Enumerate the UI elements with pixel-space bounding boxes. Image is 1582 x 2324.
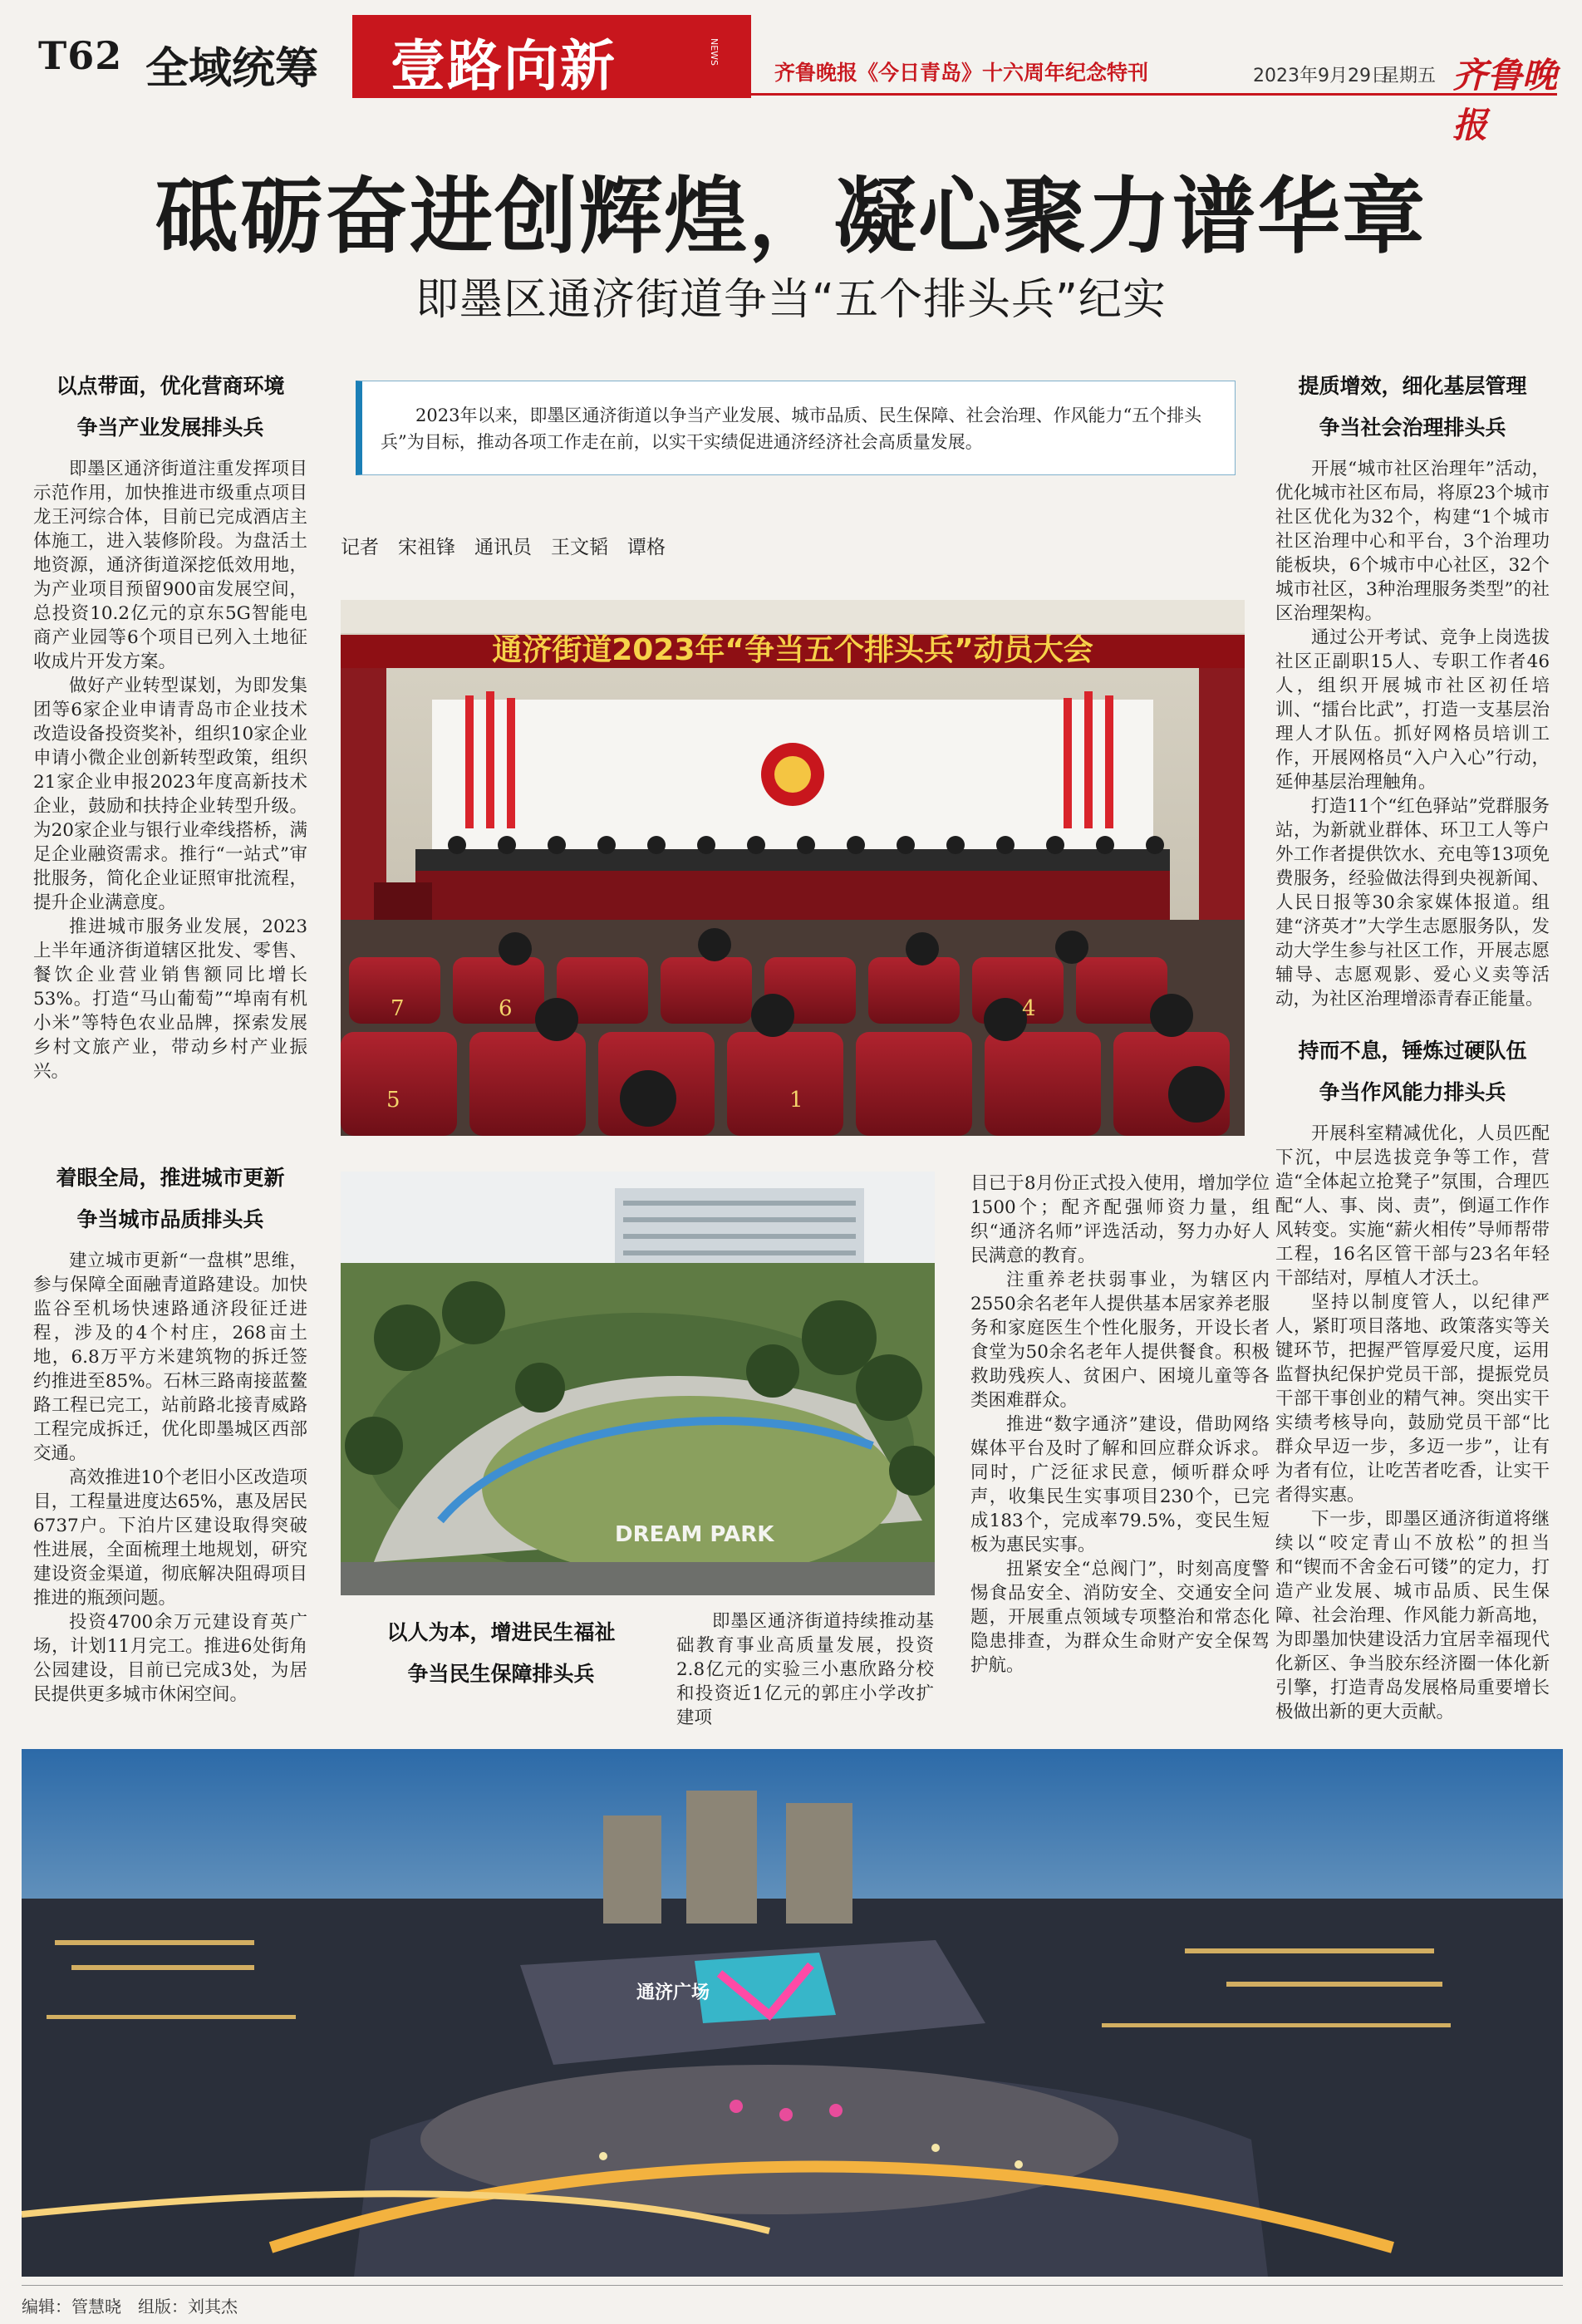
issue-date: 2023年9月29日 [1253, 66, 1389, 86]
column-city [33, 1157, 307, 1707]
paragraph: 投资4700余万元建设育英广场，计划11月完工。推进6处街角公园建设，目前已完成3处，为居民提供更多城市休闲空间。 [33, 1612, 307, 1705]
sub-headline: 即墨区通济街道争当“五个排头兵”纪实 [415, 275, 1167, 325]
seat-number: 7 [391, 996, 405, 1021]
newspaper-logo: 齐鲁晚报 [1452, 55, 1558, 145]
section-heading: 以人为本，增进民生福祉 [386, 1620, 616, 1644]
paragraph: 坚持以制度管人，以纪律严人，紧盯项目落地、政策落实等关键环节，把握严管厚爱尺度，运用监督执纪保护党员干部，提振党员干部干事创业的精气神。突出实干实绩考核导向，鼓励党员干部“比群众早迈一步，多迈一步”，让有为者有位，让吃苦者吃香，让实干者得实惠。 [1275, 1292, 1550, 1506]
page-number: T62 [38, 33, 123, 78]
section-heading: 着眼全局，推进城市更新 [56, 1166, 285, 1190]
meeting-photo [341, 600, 1245, 1136]
banner-en-label: NEWS [709, 38, 720, 66]
paragraph: 即墨区通济街道注重发挥项目示范作用，加快推进市级重点项目龙王河综合体，目前已完成酒店主体施工，进入装修阶段。为盘活土地资源，通济街道深挖低效用地，为产业项目预留900亩发展空间，总投资10.2亿元的京东5G智能电商产业园等6个项目已列入土地征收成片开发方案。 [33, 459, 307, 672]
byline: 记者 宋祖锋 通讯员 王文韬 谭格 [341, 537, 666, 558]
paragraph: 开展“城市社区治理年”活动，优化城市社区布局，将原23个城市社区优化为32个，构建“1个城市社区治理中心和平台，3个治理功能板块，6个城市中心社区，32个城市社区，3种治理服务类型”的社区治理架构。 [1275, 459, 1550, 624]
column-style [1275, 1030, 1550, 1724]
paragraph: 推进“数字通济”建设，借助网络媒体平台及时了解和回应群众诉求。同时，广泛征求民意，倾听群众呼声，收集民生实事项目230个，已完成183个，完成率79.5%，变民生短板为惠民实事。 [970, 1414, 1270, 1555]
paragraph: 打造11个“红色驿站”党群服务站，为新就业群体、环卫工人等户外工作者提供饮水、充电等13项免费服务，经验做法得到央视新闻、人民日报等30余家媒体报道。组建“济英才”大学生志愿服务队，发动大学生参与社区工作，开展志愿辅导、志愿观影、爱心义卖等活动，为社区治理增添青春正能量。 [1275, 796, 1550, 1010]
park-photo [341, 1172, 935, 1595]
paragraph: 建立城市更新“一盘棋”思维，参与保障全面融青道路建设。加快监谷至机场快速路通济段征迁进程，涉及的4个村庄，268亩土地，6.8万平方米建筑物的拆迁签约推进至85%。石林三路南接蓝鳌路工程已完工，站前路北接青威路工程完成拆迁，优化即墨城区西部交通。 [33, 1250, 307, 1464]
editor-credit: 编辑：管慧晓 组版：刘其杰 [22, 2297, 238, 2317]
column-industry [33, 366, 307, 1083]
lead-paragraph: 2023年以来，即墨区通济街道以争当产业发展、城市品质、民生保障、社会治理、作风能力“五个排头兵”为目标，推动各项工作走在前，以实干实绩促进通济经济社会高质量发展。 [381, 405, 1202, 452]
mall-sign: 通济广场 [636, 1983, 710, 2003]
hall-banner-text: 通济街道2023年“争当五个排头兵”动员大会 [492, 633, 1093, 667]
park-sign: DREAM PARK [615, 1522, 774, 1547]
city-night-photo [22, 1749, 1563, 2277]
section-name: 全域统筹 [145, 43, 319, 94]
column-livelihood-a [676, 1609, 934, 1730]
seat-number: 5 [386, 1088, 400, 1113]
section-subheading: 争当产业发展排头兵 [76, 415, 264, 440]
seat-number: 1 [789, 1088, 803, 1113]
paragraph: 即墨区通济街道持续推动基础教育事业高质量发展，投资2.8亿元的实验三小惠欣路分校和投资近1亿元的郭庄小学改扩建项 [676, 1611, 934, 1728]
seat-number: 6 [499, 996, 513, 1021]
meeting-photo-illustration [341, 600, 1245, 1136]
paragraph: 通过公开考试、竞争上岗选拔社区正副职15人、专职工作者46人，组织开展城市社区初任培训、“擂台比武”，打造一支基层治理人才队伍。抓好网格员培训工作，开展网格员“入户入心”行动，延伸基层治理触角。 [1275, 627, 1550, 793]
paragraph: 下一步，即墨区通济街道将继续以“咬定青山不放松”的担当和“锲而不舍金石可镂”的定力，打造产业发展、城市品质、民生保障、社会治理、作风能力新高地，为即墨加快建设活力宜居幸福现代化新区、争当胶东经济圈一体化新引擎，打造青岛发展格局重要增长极做出新的更大贡献。 [1275, 1509, 1550, 1722]
paragraph: 推进城市服务业发展，2023上半年通济街道辖区批发、零售、餐饮企业营业销售额同比增长53%。打造“马山葡萄”“埠南有机小米”等特色农业品牌，探索发展乡村文旅产业，带动乡村产业振兴。 [33, 916, 307, 1082]
special-issue-label: 齐鲁晚报《今日青岛》十六周年纪念特刊 [774, 61, 1149, 85]
section-subheading: 争当作风能力排头兵 [1319, 1080, 1506, 1104]
section-heading: 以点带面，优化营商环境 [56, 374, 285, 398]
banner-title: 壹路向新 [391, 34, 617, 98]
paragraph: 目已于8月份正式投入使用，增加学位1500个；配齐配强师资力量，组织“通济名师”评选活动，努力办好人民满意的教育。 [970, 1173, 1270, 1266]
paragraph: 扭紧安全“总阀门”，时刻高度警惕食品安全、消防安全、交通安全问题，开展重点领域专项整治和常态化隐患排查，为群众生命财产安全保驾护航。 [970, 1559, 1270, 1676]
paragraph: 注重养老扶弱事业，为辖区内2550余名老年人提供基本居家养老服务和家庭医生个性化服务，开设长者食堂为50余名老年人提供餐食。积极救助残疾人、贫困户、困境儿童等各类困难群众。 [970, 1270, 1270, 1411]
column-livelihood-b [970, 1172, 1270, 1678]
footer-divider [22, 2285, 1563, 2286]
column-livelihood-heading [347, 1612, 655, 1695]
header-divider [751, 93, 1557, 96]
section-heading: 持而不息，锤炼过硬队伍 [1298, 1039, 1527, 1063]
section-heading: 提质增效，细化基层管理 [1298, 374, 1527, 398]
paragraph: 做好产业转型谋划，为即发集团等6家企业申请青岛市企业技术改造设备投资奖补，组织10家企业申请小微企业创新转型政策，组织21家企业申报2023年度高新技术企业，鼓励和扶持企业转型升级。为20家企业与银行业牵线搭桥，满足企业融资需求。推行“一站式”审批服务，简化企业证照审批流程，提升企业满意度。 [33, 676, 307, 913]
main-headline: 砥砺奋进创辉煌，凝心聚力谱华章 [155, 167, 1427, 265]
issue-weekday: 星期五 [1381, 66, 1437, 86]
section-subheading: 争当民生保障排头兵 [407, 1662, 595, 1686]
city-night-illustration [22, 1749, 1563, 2277]
seat-number: 4 [1022, 996, 1036, 1021]
section-subheading: 争当社会治理排头兵 [1319, 415, 1506, 440]
park-photo-illustration [341, 1172, 935, 1595]
section-subheading: 争当城市品质排头兵 [76, 1207, 264, 1231]
column-governance [1275, 366, 1550, 1011]
paragraph: 高效推进10个老旧小区改造项目，工程量进度达65%，惠及居民6737户。下泊片区建设取得突破性进展，全面梳理土地规划，研究建设资金渠道，彻底解决阻碍项目推进的瓶颈问题。 [33, 1467, 307, 1609]
paragraph: 开展科室精减优化，人员匹配下沉，中层选拔竞争等工作，营造“全体起立抢凳子”氛围，合理匹配“人、事、岗、责”，倒逼工作作风转变。实施“薪火相传”导师帮带工程，16名区管干部与23名年轻干部结对，厚植人才沃土。 [1275, 1123, 1550, 1289]
